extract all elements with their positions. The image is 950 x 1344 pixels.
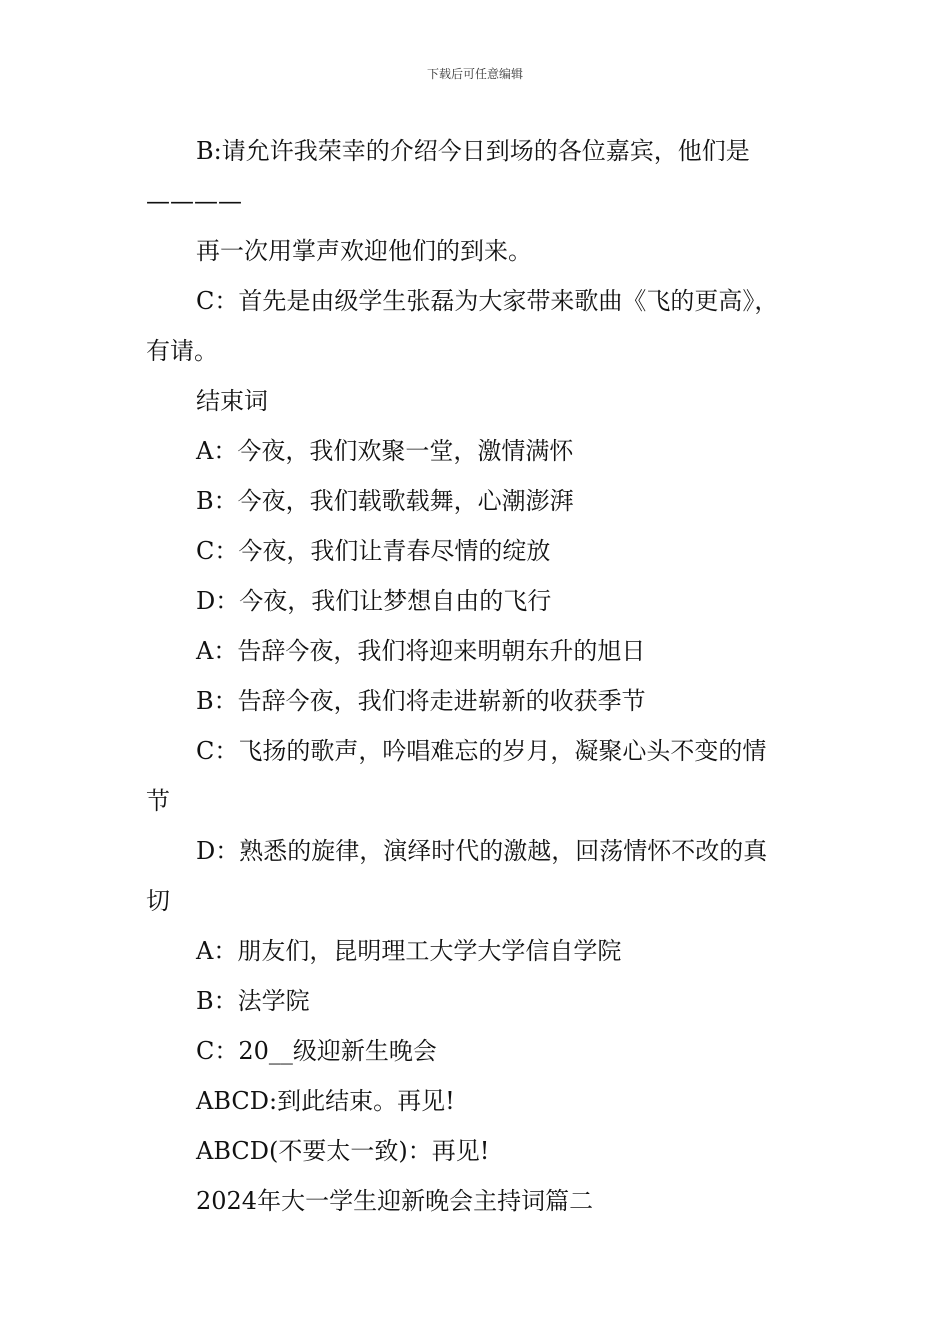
paragraph: ABCD(不要太一致)：再见! xyxy=(196,1137,490,1165)
document-body xyxy=(146,126,818,1226)
paragraph: B：法学院 xyxy=(196,987,310,1015)
paragraph: B:请允许我荣幸的介绍今日到场的各位嘉宾，他们是 xyxy=(196,137,750,165)
paragraph: C：今夜，我们让青春尽情的绽放 xyxy=(196,537,551,565)
paragraph: D：今夜，我们让梦想自由的飞行 xyxy=(196,587,552,615)
paragraph: A：告辞今夜，我们将迎来明朝东升的旭日 xyxy=(196,637,646,665)
paragraph: A：今夜，我们欢聚一堂，激情满怀 xyxy=(196,437,574,465)
section-heading: 结束词 xyxy=(196,387,268,415)
paragraph: B：告辞今夜，我们将走进崭新的收获季节 xyxy=(196,687,646,715)
paragraph: C：首先是由级学生张磊为大家带来歌曲《飞的更高》， xyxy=(196,287,779,315)
paragraph: 切 xyxy=(146,887,170,915)
paragraph: ———— xyxy=(146,187,242,215)
page-header-note: 下载后可任意编辑 xyxy=(426,67,523,81)
paragraph: C：20__级迎新生晚会 xyxy=(196,1037,437,1065)
paragraph: B：今夜，我们载歌载舞，心潮澎湃 xyxy=(196,487,574,515)
paragraph: 再一次用掌声欢迎他们的到来。 xyxy=(196,237,532,265)
paragraph: 节 xyxy=(146,787,170,815)
paragraph: 有请。 xyxy=(146,337,218,365)
paragraph: C：飞扬的歌声，吟唱难忘的岁月，凝聚心头不变的情 xyxy=(196,737,767,765)
paragraph: D：熟悉的旋律，演绎时代的激越，回荡情怀不改的真 xyxy=(196,837,768,865)
section-heading: 2024年大一学生迎新晚会主持词篇二 xyxy=(196,1187,594,1215)
paragraph: A：朋友们，昆明理工大学大学信自学院 xyxy=(196,937,622,965)
paragraph: ABCD:到此结束。再见! xyxy=(196,1087,455,1115)
